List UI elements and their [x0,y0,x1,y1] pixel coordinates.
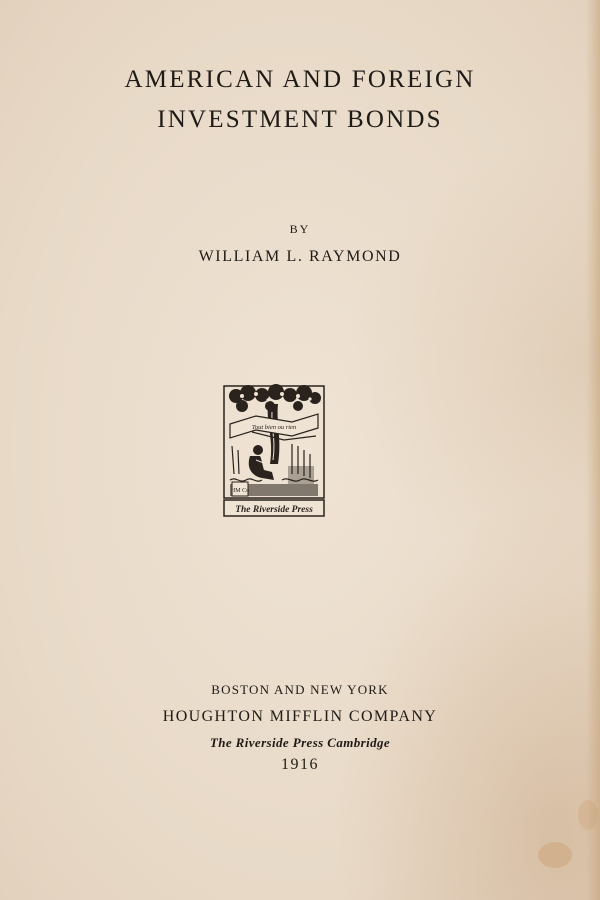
paper-stain [538,842,572,868]
riverside-press-device-icon [222,384,326,518]
mark-monogram: HM Co [230,488,250,494]
author-name: WILLIAM L. RAYMOND [198,248,402,265]
mark-scroll-text: Tout bien ou rien [251,424,297,431]
imprint-publisher: HOUGHTON MIFFLIN COMPANY [162,708,438,725]
book-title [0,60,600,140]
paper-stain [578,800,598,830]
title-line-1: AMERICAN AND FOREIGN [124,66,476,93]
mark-banner-text: The Riverside Press [235,505,313,515]
by-label: BY [289,222,311,236]
imprint-place: BOSTON AND NEW YORK [211,682,389,697]
title-line-2: INVESTMENT BONDS [157,106,443,133]
imprint-year: 1916 [281,756,319,773]
imprint-press: The Riverside Press Cambridge [209,735,391,750]
